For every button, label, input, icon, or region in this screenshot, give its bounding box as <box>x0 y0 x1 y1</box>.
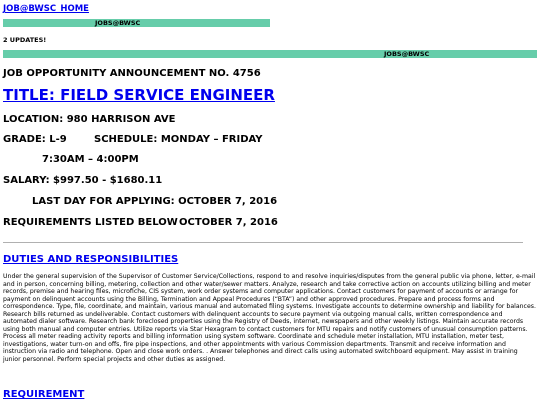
jobs-banner-bottom-label: JOBS@BWSC <box>384 50 430 58</box>
jobs-banner-bottom <box>3 50 537 58</box>
requirements-date: OCTOBER 7, 2016 <box>179 217 278 228</box>
jobs-banner-top-label: JOBS@BWSC <box>95 19 141 27</box>
job-location: LOCATION: 980 HARRISON AVE <box>3 114 176 125</box>
job-hours: 7:30AM – 4:00PM <box>42 154 139 165</box>
section-divider <box>3 242 523 243</box>
updates-notice: 2 UPDATES! <box>3 36 47 44</box>
jobs-banner-top <box>3 19 270 27</box>
home-link[interactable]: JOB@BWSC_HOME <box>3 4 89 14</box>
requirements-label: REQUIREMENTS LISTED BELOW <box>3 217 178 228</box>
job-grade: GRADE: L-9 <box>3 134 67 145</box>
requirement-heading-link[interactable]: REQUIREMENT <box>3 389 85 400</box>
job-announcement-number: JOB OPPORTUNITY ANNOUNCEMENT NO. 4756 <box>3 68 261 79</box>
job-schedule: SCHEDULE: MONDAY – FRIDAY <box>94 134 263 145</box>
duties-heading-link[interactable]: DUTIES AND RESPONSIBILITIES <box>3 254 179 265</box>
job-salary: SALARY: $997.50 - $1680.11 <box>3 175 163 186</box>
last-day-for-applying: LAST DAY FOR APPLYING: OCTOBER 7, 2016 <box>32 196 278 207</box>
duties-description: Under the general supervision of the Supervisor of Customer Service/Collections, respond to and resolve inquiries/disputes from the general public via phone, letter, e-mail and in person, concerning billing, metering, collection and other water/sewer matters. Analyze, research and take corrective action on accounts utilizing billing and meter records, premise and hearing files, microfiche, CIS system, work order systems and computer applications. Contact customers for payment of accounts or arrange for payment on delinquent accounts using the Billing, Termination and Appeal Procedures (“BTA”) and other approved procedures. Prepare and process forms and correspondence. Type, file, coordinate, and maintain, various manual and automated filing systems. Investigate accounts to determine ownership and liability for balances. Research bills returned as undeliverable. Contact customers with delinquent accounts to secure payment via outgoing manual calls, written correspondence and automated dialer software. Research bank foreclosed properties using the Registry of Deeds, internet, newspapers and other weekly listings. Maintain accurate records using both manual and computer entries. Utilize reports via Star Hexagram to contact customers for MTU repairs and notify customers of unusual consumption patterns. Process all meter reading activity reports and billing information using system software. Coordinate and schedule meter installation, MTU installation, meter test, investigations, water turn-on and offs, fire pipe inspections, and other appointments with various Commission departments. Transmit and receive information and instruction via radio and telephone. Open and close work orders. . Answer telephones and direct calls using automated switchboard equipment. May assist in training junior personnel. Perform special projects and other duties as assigned. <box>3 273 536 364</box>
job-title-link[interactable]: TITLE: FIELD SERVICE ENGINEER <box>3 86 275 104</box>
